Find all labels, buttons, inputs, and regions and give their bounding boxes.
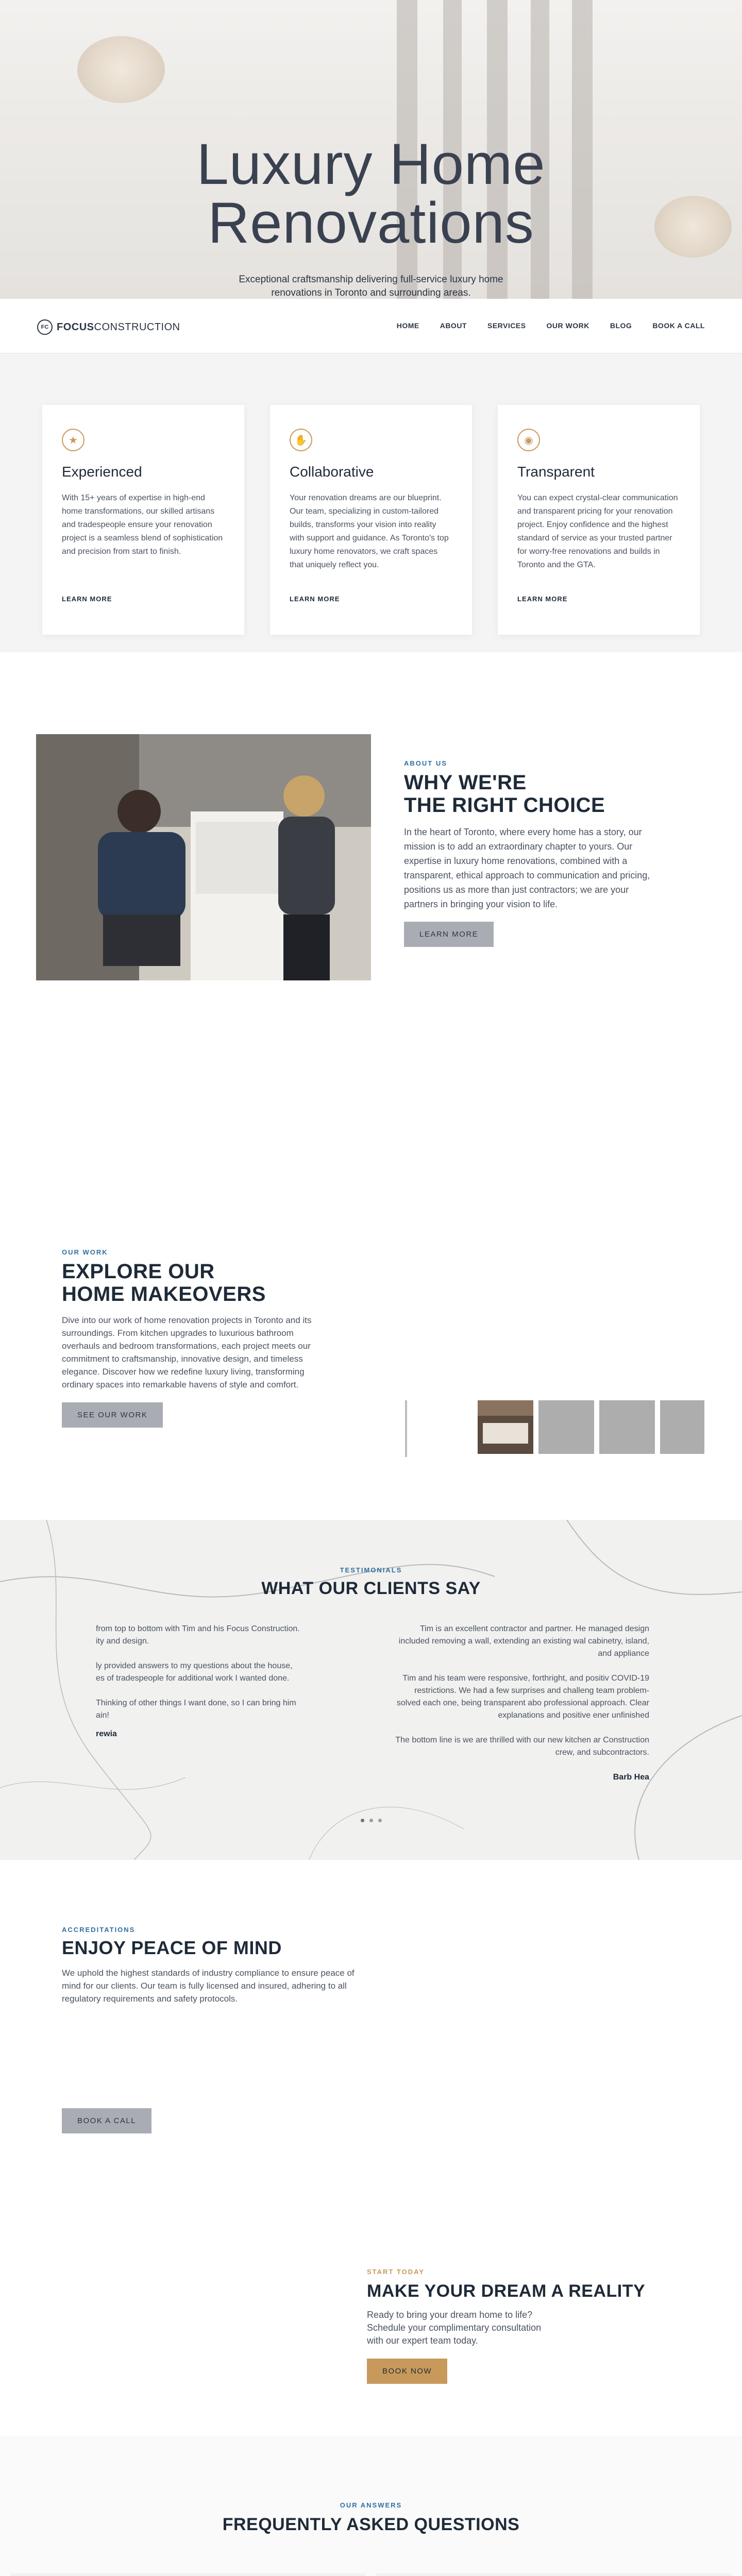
nav-item-our-work[interactable]: OUR WORK — [546, 321, 589, 330]
feature-text: With 15+ years of expertise in high-end home transformations, our skilled artisans and tradespeople ensure your renovation project is a seamless blend of sophistication and precision from start to finish. — [62, 494, 223, 556]
feature-text: You can expect crystal-clear communication and transparent pricing for your renovation project. Enjoy confidence and the highest standard of service as your trusted partner for worry-free renovations and builds in Toronto and the GTA. — [517, 494, 678, 569]
about-title: WHY WE'RE THE RIGHT CHOICE — [404, 771, 605, 817]
testimonial-right: Tim is an excellent contractor and partner. He managed design included removing a wall, extending an existing wal cabinetry, island, and appliance Tim and his team were responsive, forthright, and positiv COVID-19 restrictions. We had a few surprises and challeng team problem-solved each one, being transparent abo professional approach. Clear explanations and positive ener unfinished The bottom line is we are thrilled with our new kitchen ar Construction crew, and subcontractors. Barb Hea — [392, 1623, 649, 1784]
testimonials-eyebrow: TESTIMONIALS — [340, 1566, 402, 1574]
about-photo — [36, 734, 371, 980]
about-text: In the heart of Toronto, where every home has a story, our mission is to add an extraordinary chapter to yours. Our expertise in luxury home renovations, combined with a transparent, ethical approach to communication and pricing, positions us as more than just contractors; we are your partners in bringing your vision to life. — [404, 827, 650, 909]
cta-title: MAKE YOUR DREAM A REALITY — [367, 2281, 646, 2301]
testimonial-author: Barb Hea — [613, 1773, 649, 1782]
star-badge-icon: ★ — [62, 429, 85, 451]
eye-icon: ◉ — [517, 429, 540, 451]
learn-more-link[interactable]: LEARN MORE — [290, 595, 340, 603]
work-text: Dive into our work of home renovation projects in Toronto and its surroundings. From kitchen upgrades to luxurious bathroom overhauls and bedroom transformations, each project meets our commitment to craftsmanship, innovative design, and timeless elegance. Discover how we redefine luxury living, transforming ordinary spaces into remarkable havens of style and comfort. — [62, 1315, 312, 1389]
gallery-thumbnail[interactable] — [538, 1400, 594, 1454]
feature-card-collaborative — [270, 405, 472, 635]
work-content — [62, 1248, 319, 1428]
handshake-icon: ✋ — [290, 429, 312, 451]
nav-item-book-a-call[interactable]: BOOK A CALL — [652, 321, 705, 330]
learn-more-link[interactable]: LEARN MORE — [62, 595, 112, 603]
feature-card-experienced — [42, 405, 244, 635]
about-learn-more-button[interactable]: LEARN MORE — [404, 922, 494, 947]
accreditations-title: ENJOY PEACE OF MIND — [62, 1937, 282, 1958]
accreditations-eyebrow: ACCREDITATIONS — [62, 1926, 136, 1934]
testimonial-pagination — [361, 1819, 382, 1822]
book-now-button[interactable]: BOOK NOW — [367, 2359, 447, 2384]
work-eyebrow: OUR WORK — [62, 1248, 108, 1256]
main-navigation — [0, 299, 742, 353]
feature-title: Transparent — [517, 464, 595, 480]
feature-title: Collaborative — [290, 464, 374, 480]
hero-title: Luxury Home Renovations — [196, 132, 546, 255]
feature-text: Your renovation dreams are our blueprint. Our team, specializing in custom-tailored builds, transforms your vision into reality with support and guidance. As Toronto's top luxury home renovators, we craft spaces that uniquely reflect you. — [290, 494, 449, 569]
accreditations-content — [62, 1926, 366, 2005]
hero-section — [0, 0, 742, 304]
accreditations-text: We uphold the highest standards of industry compliance to ensure peace of mind for our clients. Our team is fully licensed and insured, adhering to all regulatory requirements and safety protocols. — [62, 1968, 355, 2004]
learn-more-link[interactable]: LEARN MORE — [517, 595, 568, 603]
cta-text: Ready to bring your dream home to life? Schedule your complimentary consultation with our expert team today. — [367, 2310, 542, 2346]
work-title: EXPLORE OUR HOME MAKEOVERS — [62, 1260, 266, 1306]
gallery-thumbnail[interactable] — [478, 1400, 533, 1454]
feature-title: Experienced — [62, 464, 142, 480]
see-our-work-button[interactable]: SEE OUR WORK — [62, 1402, 163, 1428]
pagination-dot[interactable] — [361, 1819, 364, 1822]
cta-content — [367, 2268, 676, 2384]
faq-title: FREQUENTLY ASKED QUESTIONS — [222, 2515, 520, 2534]
about-eyebrow: ABOUT US — [404, 759, 447, 767]
pagination-dot[interactable] — [378, 1819, 382, 1822]
nav-item-blog[interactable]: BLOG — [610, 321, 632, 330]
logo-mark-icon: FC — [37, 319, 53, 335]
pagination-dot[interactable] — [369, 1819, 373, 1822]
faq-item-new-home-permits[interactable] — [376, 2573, 732, 2576]
cta-eyebrow: START TODAY — [367, 2268, 425, 2276]
feature-card-transparent — [498, 405, 700, 635]
testimonial-author: rewia — [96, 1730, 117, 1738]
gallery-thumbnail[interactable] — [599, 1400, 655, 1454]
testimonial-left: from top to bottom with Tim and his Focus Construction. ity and design. ly provided answers to my questions about the house, es of tradespeople for additional work I wanted done. Thinking of other things I want done, so I can bring him ain! rewia — [96, 1623, 343, 1740]
testimonials-title: WHAT OUR CLIENTS SAY — [261, 1579, 481, 1598]
nav-item-services[interactable]: SERVICES — [487, 321, 526, 330]
gallery-main-image — [405, 1400, 407, 1457]
nav-item-about[interactable]: ABOUT — [440, 321, 467, 330]
about-content — [404, 759, 651, 947]
logo[interactable]: FC FOCUSCONSTRUCTION — [37, 319, 180, 335]
hero-subtitle: Exceptional craftsmanship delivering full-service luxury home renovations in Toronto and surrounding areas. — [239, 274, 503, 298]
faq-item-services[interactable] — [10, 2573, 366, 2576]
gallery-thumbnail[interactable] — [660, 1400, 704, 1454]
nav-item-home[interactable]: HOME — [396, 321, 419, 330]
book-a-call-button[interactable]: BOOK A CALL — [62, 2108, 151, 2133]
nav-menu — [397, 321, 705, 330]
faq-eyebrow: OUR ANSWERS — [340, 2501, 402, 2509]
